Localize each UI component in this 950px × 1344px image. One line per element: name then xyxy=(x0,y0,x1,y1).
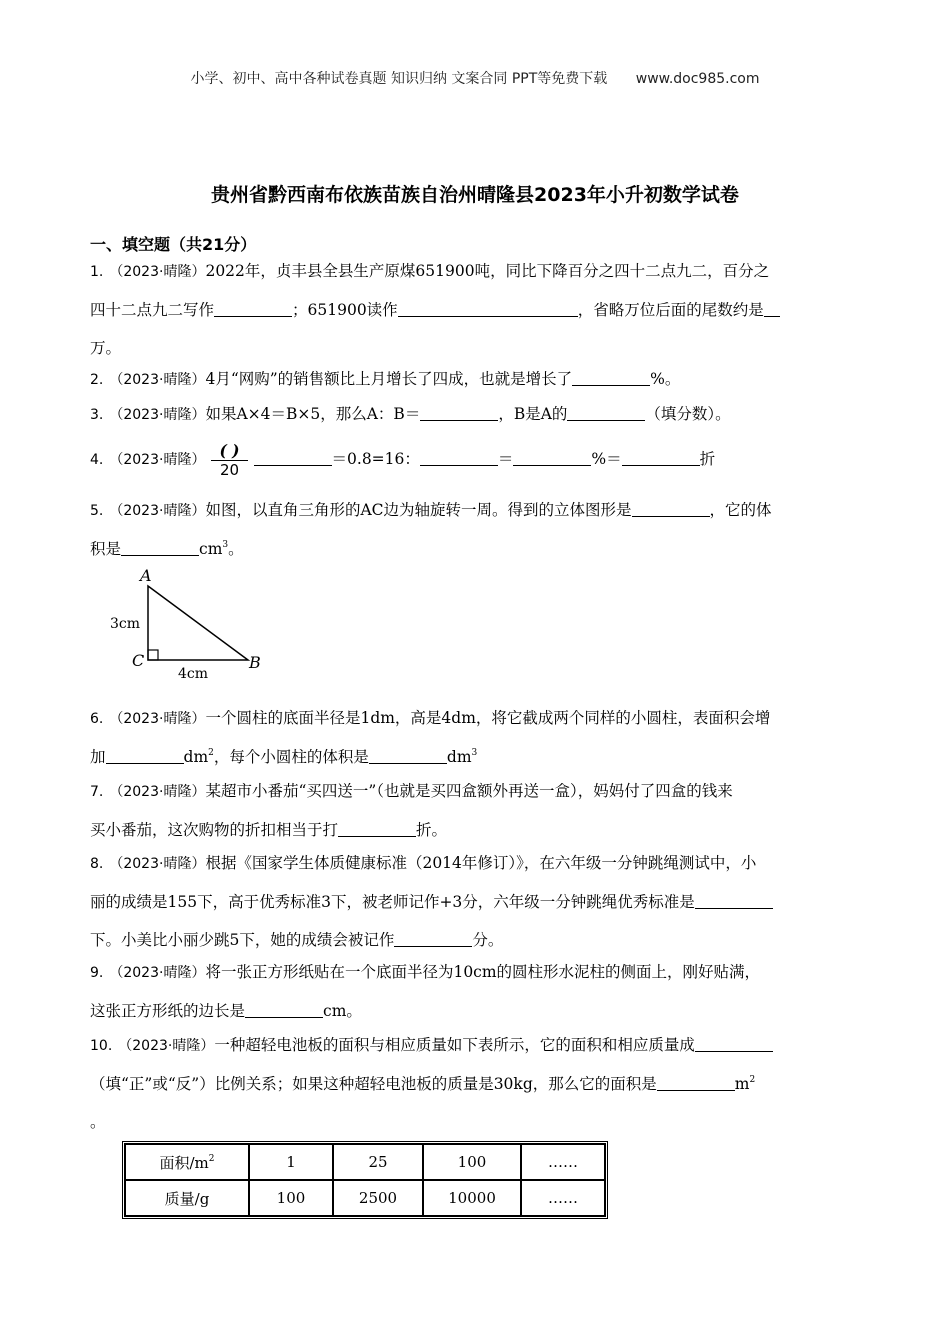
table-row xyxy=(125,1180,605,1216)
question-1: 1. （2023·晴隆）2022年，贞丰县全县生产原煤651900吨，同比下降百分之四十二点九二，百分之 四十二点九二写作 ；651900读作 ，省略万位后面的尾数约是 万。 xyxy=(90,252,860,367)
table-cell: 1 xyxy=(249,1144,333,1180)
page-header xyxy=(0,68,950,88)
answer-blank[interactable] xyxy=(245,999,323,1018)
triangle-shape xyxy=(148,586,248,660)
answer-blank[interactable] xyxy=(106,745,184,764)
right-triangle-figure xyxy=(108,566,268,682)
table-header-cell: 质量/g xyxy=(125,1180,249,1216)
question-8: 8. （2023·晴隆）根据《国家学生体质健康标准（2014年修订）》，在六年级一分钟跳绳测试中，小 丽的成绩是155下，高于优秀标准3下，被老师记作+3分，六年级一分钟跳绳优秀标准是 下。小美比小丽少跳5下，她的成绩会被记作 分。 xyxy=(90,844,860,959)
answer-blank[interactable] xyxy=(764,298,780,317)
table-cell: …… xyxy=(521,1144,605,1180)
table-cell: 10000 xyxy=(423,1180,521,1216)
vertex-label-b: B xyxy=(249,653,261,672)
table-header-cell: 面积$/m^2$ xyxy=(125,1144,249,1180)
answer-blank[interactable] xyxy=(632,498,710,517)
side-label-cb: 4cm xyxy=(178,666,209,682)
question-number: 1. xyxy=(90,264,104,280)
vertex-label-a: A xyxy=(140,566,152,585)
question-source: （2023·晴隆） xyxy=(109,264,206,280)
question-9: 9. （2023·晴隆）将一张正方形纸贴在一个底面半径为10cm的圆柱形水泥柱的侧面上，刚好贴满， 这张正方形纸的边长是 cm。 xyxy=(90,963,761,1020)
question-3: 3. （2023·晴隆）如果A×4＝B×5，那么A：B＝ ，B是A的 （填分数）。 xyxy=(90,395,860,434)
answer-blank[interactable] xyxy=(214,298,292,317)
answer-blank[interactable] xyxy=(369,745,447,764)
answer-blank[interactable] xyxy=(567,402,645,421)
answer-blank[interactable] xyxy=(572,367,650,386)
table-cell: 100 xyxy=(249,1180,333,1216)
answer-blank[interactable] xyxy=(513,447,591,466)
table-cell: 100 xyxy=(423,1144,521,1180)
table-row xyxy=(125,1144,605,1180)
header-site-link[interactable]: www.doc985.com xyxy=(635,71,760,87)
answer-blank[interactable] xyxy=(254,447,332,466)
answer-blank[interactable] xyxy=(695,1033,773,1052)
answer-blank[interactable] xyxy=(657,1072,735,1091)
table-cell: 2500 xyxy=(333,1180,423,1216)
question-5: 5. （2023·晴隆）如图，以直角三角形的AC边为轴旋转一周。得到的立体图形是 ，它的体 积是 $cm^3$。 xyxy=(90,491,860,568)
fraction: $\frac{( )}{20}$ xyxy=(211,442,247,479)
section-heading: 一、填空题（共21分） xyxy=(90,235,257,254)
answer-blank[interactable] xyxy=(394,928,472,947)
answer-blank[interactable] xyxy=(338,818,416,837)
answer-blank[interactable] xyxy=(121,537,199,556)
answer-blank[interactable] xyxy=(695,890,773,909)
answer-blank[interactable] xyxy=(398,298,578,317)
vertex-label-c: C xyxy=(132,651,145,670)
side-label-ac: 3cm xyxy=(110,616,141,632)
page-title: 贵州省黔西南布依族苗族自治州晴隆县2023年小升初数学试卷 xyxy=(211,184,739,206)
question-2: 2. （2023·晴隆）4月“网购”的销售额比上月增长了四成，也就是增长了 %。 xyxy=(90,360,860,399)
question-7: 7. （2023·晴隆）某超市小番茄“买四送一”（也就是买四盒额外再送一盒），妈妈付了四盒的钱来 买小番茄，这次购物的折扣相当于打 折。 xyxy=(90,782,733,839)
answer-blank[interactable] xyxy=(420,447,498,466)
table-cell: …… xyxy=(521,1180,605,1216)
question-4: 4. （2023·晴隆） $\frac{( )}{20}$ ＝0.8=16： ＝ %＝ 折 xyxy=(90,440,716,479)
answer-blank[interactable] xyxy=(420,402,498,421)
area-mass-table xyxy=(122,1141,608,1219)
right-angle-mark xyxy=(148,650,158,660)
answer-blank[interactable] xyxy=(622,447,700,466)
question-6: 6. （2023·晴隆）一个圆柱的底面半径是1dm，高是4dm，将它截成两个同样的小圆柱，表面积会增 加 $dm^2$，每个小圆柱的体积是 $dm^3$ xyxy=(90,709,771,766)
header-text: 小学、初中、高中各种试卷真题 知识归纳 文案合同 PPT等免费下载 xyxy=(190,71,608,87)
question-10: 10. （2023·晴隆）一种超轻电池板的面积与相应质量如下表所示，它的面积和相应质量成 （填“正”或“反”）比例关系；如果这种超轻电池板的质量是30kg，那么它的面积是 $m^2$ 。 xyxy=(90,1026,860,1141)
table-cell: 25 xyxy=(333,1144,423,1180)
